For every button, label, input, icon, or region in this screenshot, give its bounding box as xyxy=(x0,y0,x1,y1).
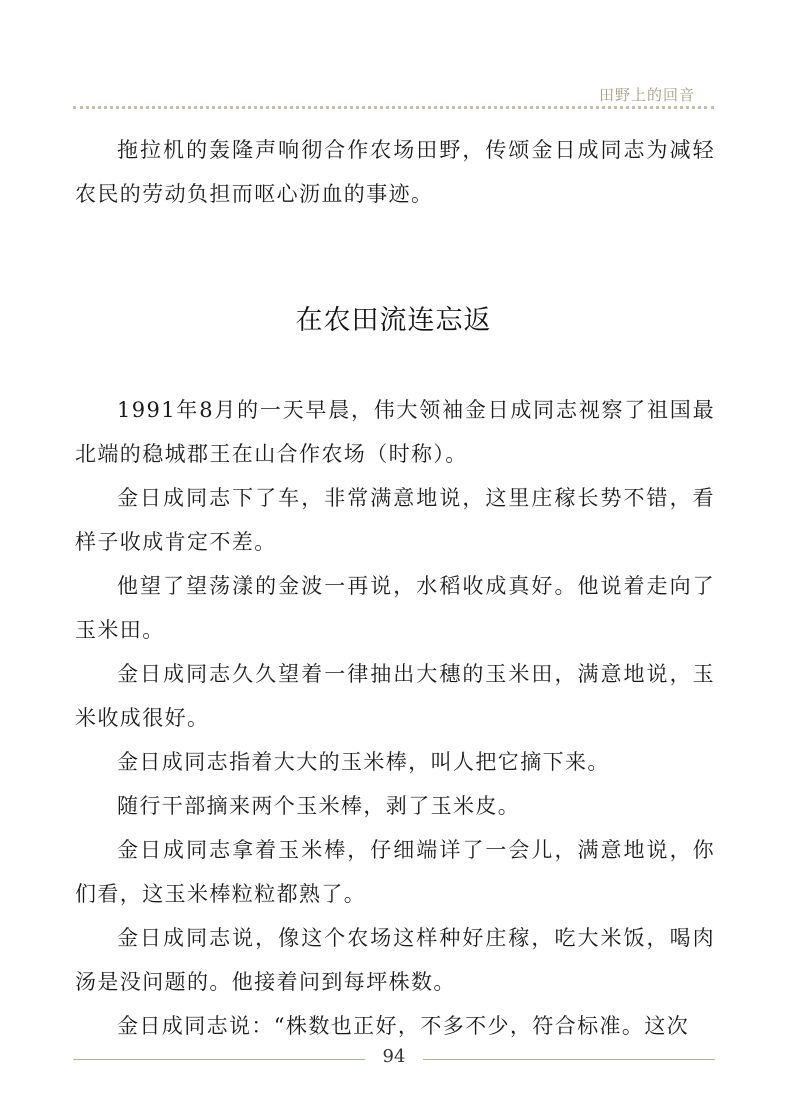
paragraph-5: 金日成同志指着大大的玉米棒，叫人把它摘下来。 xyxy=(117,750,610,774)
paragraph-2: 金日成同志下了车，非常满意地说，这里庄稼长势不错，看样子收成肯定不差。 xyxy=(75,486,715,554)
section-body xyxy=(75,388,715,1048)
page-number: 94 xyxy=(382,1046,406,1067)
paragraph-8: 金日成同志说，像这个农场这样种好庄稼，吃大米饭，喝肉汤是没问题的。他接着问到每坪株数。 xyxy=(75,926,715,994)
running-head-title: 田野上的回音 xyxy=(598,86,695,104)
page-footer xyxy=(0,1046,787,1076)
intro-paragraph: 拖拉机的轰隆声响彻合作农场田野，传颂金日成同志为减轻农民的劳动负担而呕心沥血的事迹。 xyxy=(75,138,715,206)
paragraph-3: 他望了望荡漾的金波一再说，水稻收成真好。他说着走向了玉米田。 xyxy=(75,574,715,642)
paragraph-4: 金日成同志久久望着一律抽出大穗的玉米田，满意地说，玉米收成很好。 xyxy=(75,662,715,730)
footer-rule-left xyxy=(73,1059,365,1060)
header-dotted-rule xyxy=(73,106,714,109)
intro-text xyxy=(75,128,715,216)
section-title: 在农田流连忘返 xyxy=(295,305,492,336)
footer-rule-right xyxy=(423,1059,715,1060)
paragraph-1: 1991年8月的一天早晨，伟大领袖金日成同志视察了祖国最北端的稳城郡王在山合作农场（时称）。 xyxy=(75,398,715,466)
paragraph-9: 金日成同志说：“株数也正好，不多不少，符合标准。这次 xyxy=(117,1014,690,1038)
paragraph-6: 随行干部摘来两个玉米棒，剥了玉米皮。 xyxy=(117,794,521,818)
paragraph-7: 金日成同志拿着玉米棒，仔细端详了一会儿，满意地说，你们看，这玉米棒粒粒都熟了。 xyxy=(75,838,715,906)
